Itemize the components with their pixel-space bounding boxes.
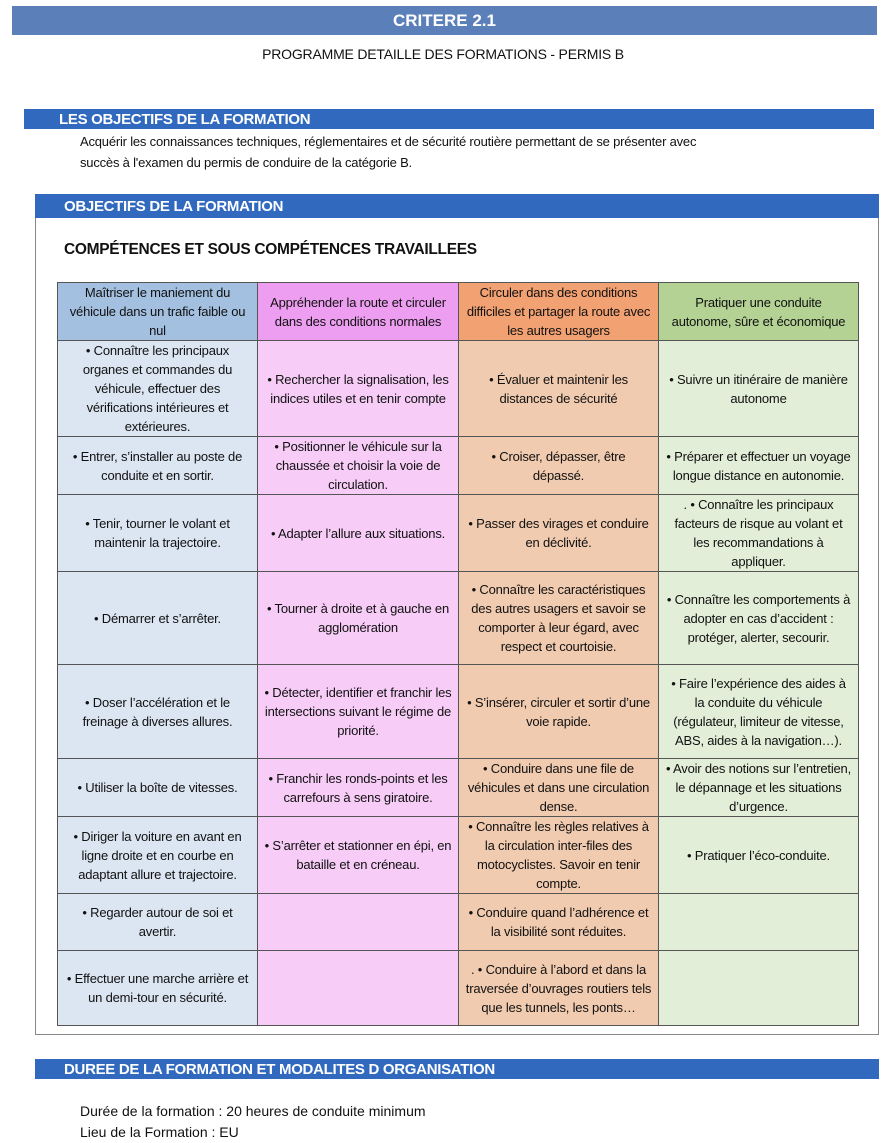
table-cell: • Préparer et effectuer un voyage longue distance en autonomie.	[659, 437, 859, 495]
column-header: Pratiquer une conduite autonome, sûre et économique	[659, 283, 859, 341]
competences-title: COMPÉTENCES ET SOUS COMPÉTENCES TRAVAILLEES	[64, 241, 477, 258]
table-cell: • S’insérer, circuler et sortir d’une voie rapide.	[459, 665, 659, 759]
table-cell: • Rechercher la signalisation, les indices utiles et en tenir compte	[258, 341, 459, 437]
table-cell: • Démarrer et s’arrêter.	[58, 572, 258, 665]
table-row	[58, 894, 859, 951]
table-cell: . • Conduire à l’abord et dans la traversée d’ouvrages routiers tels que les tunnels, les ponts…	[459, 951, 659, 1026]
table-cell: • Connaître les règles relatives à la circulation inter-files des motocyclistes. Savoir en tenir compte.	[459, 817, 659, 894]
table-cell: • Détecter, identifier et franchir les intersections suivant le régime de priorité.	[258, 665, 459, 759]
table-cell: • Pratiquer l’éco-conduite.	[659, 817, 859, 894]
competences-table	[57, 282, 859, 1026]
table-cell: • Passer des virages et conduire en déclivité.	[459, 495, 659, 572]
table-row	[58, 817, 859, 894]
table-cell: • Adapter l’allure aux situations.	[258, 495, 459, 572]
table-cell: • Avoir des notions sur l’entretien, le dépannage et les situations d’urgence.	[659, 759, 859, 817]
table-row	[58, 951, 859, 1026]
criteria-title-bar: CRITERE 2.1	[12, 6, 877, 35]
table-cell: • Utiliser la boîte de vitesses.	[58, 759, 258, 817]
column-header: Circuler dans des conditions difficiles et partager la route avec les autres usagers	[459, 283, 659, 341]
table-row	[58, 572, 859, 665]
section-duration-heading: DUREE DE LA FORMATION ET MODALITES D ORGANISATION	[35, 1059, 879, 1079]
table-cell: • Suivre un itinéraire de manière autonome	[659, 341, 859, 437]
table-cell: • Croiser, dépasser, être dépassé.	[459, 437, 659, 495]
table-cell	[258, 951, 459, 1026]
table-cell: . • Connaître les principaux facteurs de risque au volant et les recommandations à appliquer.	[659, 495, 859, 572]
table-cell: • Regarder autour de soi et avertir.	[58, 894, 258, 951]
table-cell: • S’arrêter et stationner en épi, en bataille et en créneau.	[258, 817, 459, 894]
section-formation-objectives-heading: OBJECTIFS DE LA FORMATION	[35, 194, 879, 218]
location-text: Lieu de la Formation : EU	[80, 1124, 239, 1140]
objectives-text-line: succès à l'examen du permis de conduire de la catégorie B.	[80, 155, 412, 170]
table-cell: • Diriger la voiture en avant en ligne droite et en courbe en adaptant allure et trajectoire.	[58, 817, 258, 894]
table-cell	[258, 894, 459, 951]
table-cell: • Connaître les caractéristiques des autres usagers et savoir se comporter à leur égard, avec respect et courtoisie.	[459, 572, 659, 665]
table-cell	[659, 894, 859, 951]
table-row	[58, 495, 859, 572]
table-cell: • Évaluer et maintenir les distances de sécurité	[459, 341, 659, 437]
column-header: Maîtriser le maniement du véhicule dans un trafic faible ou nul	[58, 283, 258, 341]
document-subtitle: PROGRAMME DETAILLE DES FORMATIONS - PERMIS B	[262, 46, 624, 62]
table-cell: • Faire l’expérience des aides à la conduite du véhicule (régulateur, limiteur de vitesse, ABS, aides à la navigation…).	[659, 665, 859, 759]
table-cell: • Connaître les comportements à adopter en cas d’accident : protéger, alerter, secourir.	[659, 572, 859, 665]
duration-text: Durée de la formation : 20 heures de conduite minimum	[80, 1103, 426, 1119]
table-cell: • Tourner à droite et à gauche en agglomération	[258, 572, 459, 665]
table-cell	[659, 951, 859, 1026]
section-objectives-heading: LES OBJECTIFS DE LA FORMATION	[24, 109, 874, 129]
table-cell: • Tenir, tourner le volant et maintenir la trajectoire.	[58, 495, 258, 572]
table-row	[58, 665, 859, 759]
duration-info	[80, 1101, 426, 1143]
objectives-text-line: Acquérir les connaissances techniques, réglementaires et de sécurité routière permettant de se présenter avec	[80, 134, 697, 149]
table-cell: • Entrer, s’installer au poste de conduite et en sortir.	[58, 437, 258, 495]
column-header: Appréhender la route et circuler dans des conditions normales	[258, 283, 459, 341]
table-cell: • Doser l’accélération et le freinage à diverses allures.	[58, 665, 258, 759]
table-row	[58, 759, 859, 817]
objectives-text	[80, 131, 800, 173]
table-row	[58, 341, 859, 437]
table-cell: • Connaître les principaux organes et commandes du véhicule, effectuer des vérifications intérieures et extérieures.	[58, 341, 258, 437]
table-cell: • Conduire quand l’adhérence et la visibilité sont réduites.	[459, 894, 659, 951]
table-cell: • Positionner le véhicule sur la chaussée et choisir la voie de circulation.	[258, 437, 459, 495]
table-cell: • Franchir les ronds-points et les carrefours à sens giratoire.	[258, 759, 459, 817]
table-cell: • Conduire dans une file de véhicules et dans une circulation dense.	[459, 759, 659, 817]
table-row	[58, 437, 859, 495]
table-header-row	[58, 283, 859, 341]
table-cell: • Effectuer une marche arrière et un demi-tour en sécurité.	[58, 951, 258, 1026]
